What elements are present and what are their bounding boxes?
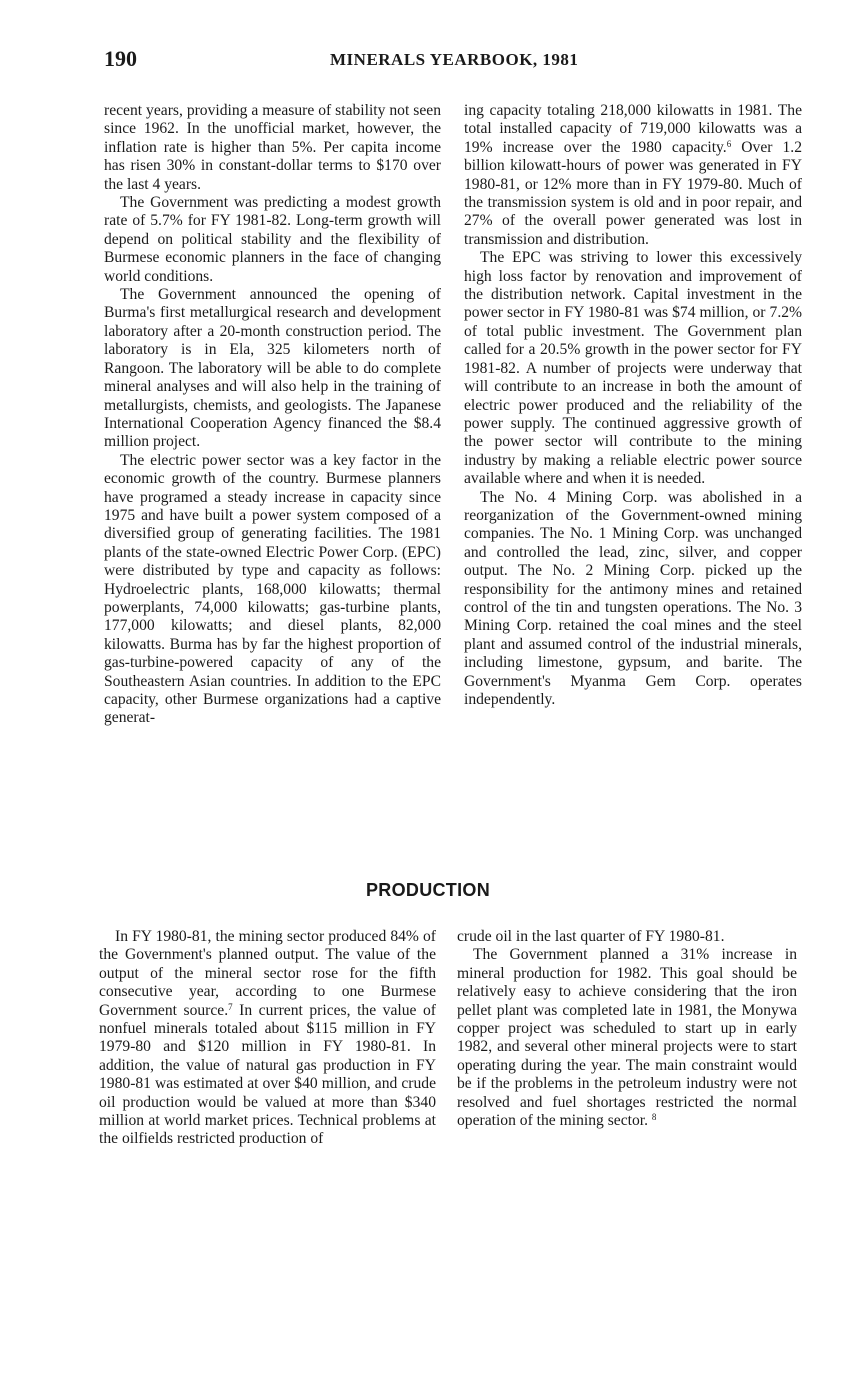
production-column-right	[457, 928, 797, 1130]
paragraph-text: Over 1.2 billion kilowatt-hours of power was generated in FY 1980-81, or 12% more than in FY 1979-80. Much of the transmission system is old and in poor repair, and 27% of the overall power generated was lost in transmission and distribution.	[464, 138, 802, 248]
paragraph-text: In current prices, the value of nonfuel minerals totaled about $115 million in FY 1979-80 and $120 million in FY 1980-81. In addition, the value of natural gas production in FY 1980-81 was estimated at over $40 million, and crude oil production would be valued at more than $340 million at world market prices. Technical problems at the oilfields restricted production of	[99, 1001, 436, 1148]
paragraph: crude oil in the last quarter of FY 1980-81.	[457, 928, 725, 945]
paragraph: The Government announced the opening of Burma's first metallurgical research and development laboratory after a 20-month construction period. The laboratory is in Ela, 325 kilometers north of Rangoon. The laboratory will be able to do complete mineral analyses and will also help in the training of metallurgists, chemists, and geologists. The Japanese International Cooperation Agency financed the $8.4 million project.	[104, 286, 441, 451]
page-number: 190	[104, 46, 137, 71]
paragraph-text: ing capacity totaling 218,000 kilowatts in 1981. The total installed capacity of 719,000 kilowatts was a 19% increase over the 1980 capacity.	[464, 102, 802, 156]
paragraph: recent years, providing a measure of stability not seen since 1962. In the unofficial market, however, the inflation rate is higher than 5%. Per capita income has risen 30% in constant-dollar terms to $170 over the last 4 years.	[104, 102, 441, 193]
production-column-left	[99, 928, 436, 1149]
running-title: MINERALS YEARBOOK, 1981	[330, 50, 579, 69]
footnote-ref: 7	[228, 1001, 233, 1012]
footnote-ref: 6	[726, 138, 732, 149]
paragraph-text: In FY 1980-81, the mining sector produced 84% of the Government's planned output. The value of the output of the mineral sector rose for the fifth consecutive year, according to one Burmese Government source.	[99, 928, 436, 1019]
paragraph: The No. 4 Mining Corp. was abolished in a reorganization of the Government-owned mining companies. The No. 1 Mining Corp. was unchanged and controlled the lead, zinc, silver, and copper output. The No. 2 Mining Corp. picked up the responsibility for the antimony mines and retained control of the tin and tungsten operations. The No. 3 Mining Corp. retained the coal mines and the steel plant and assumed control of the industrial minerals, including limestone, gypsum, and barite. The Government's Myanma Gem Corp. operates independently.	[464, 488, 802, 708]
footnote-ref: 8	[651, 1112, 657, 1123]
text-column-right	[464, 102, 802, 709]
paragraph	[464, 102, 802, 249]
paragraph: The electric power sector was a key factor in the economic growth of the country. Burmese planners have programed a steady increase in capacity since 1975 and have built a power system composed of a diversified group of generating facilities. The 1981 plants of the state-owned Electric Power Corp. (EPC) were distributed by type and capacity as follows: Hydroelectric plants, 168,000 kilowatts; thermal powerplants, 74,000 kilowatts; gas-turbine plants, 177,000 kilowatts; and diesel plants, 82,000 kilowatts. Burma has by far the highest proportion of gas-turbine-powered capacity of any of the Southeastern Asian countries. In addition to the EPC capacity, other Burmese organizations had a captive generat-	[104, 451, 441, 727]
section-heading-production: PRODUCTION	[366, 880, 490, 900]
paragraph-text: The Government planned a 31% increase in mineral production for 1982. This goal should be relatively easy to achieve considering that the iron pellet plant was completed late in 1981, the Monywa copper project was scheduled to start up in early 1982, and several other mineral projects were to start operating during the year. The main constraint would be if the problems in the petroleum industry were not resolved and fuel shortages restricted the normal operation of the mining sector.	[457, 946, 797, 1130]
text-column-left	[104, 102, 441, 728]
paragraph	[99, 928, 436, 1149]
paragraph: The EPC was striving to lower this excessively high loss factor by renovation and improvement of the distribution network. Capital investment in the power sector in FY 1980-81 was $74 million, or 7.2% of total public investment. The Government plan called for a 20.5% growth in the power sector for FY 1981-82. A number of projects were underway that will contribute to an increase in both the amount of electric power produced and the reliability of the power supply. The continued aggressive growth of the power sector will contribute to the mining industry by making a reliable electric power source available where and when it is needed.	[464, 249, 802, 488]
paragraph: The Government was predicting a modest growth rate of 5.7% for FY 1981-82. Long-term growth will depend on political stability and the flexibility of Burmese economic planners in the face of changing world conditions.	[104, 194, 441, 285]
paragraph	[457, 946, 797, 1130]
